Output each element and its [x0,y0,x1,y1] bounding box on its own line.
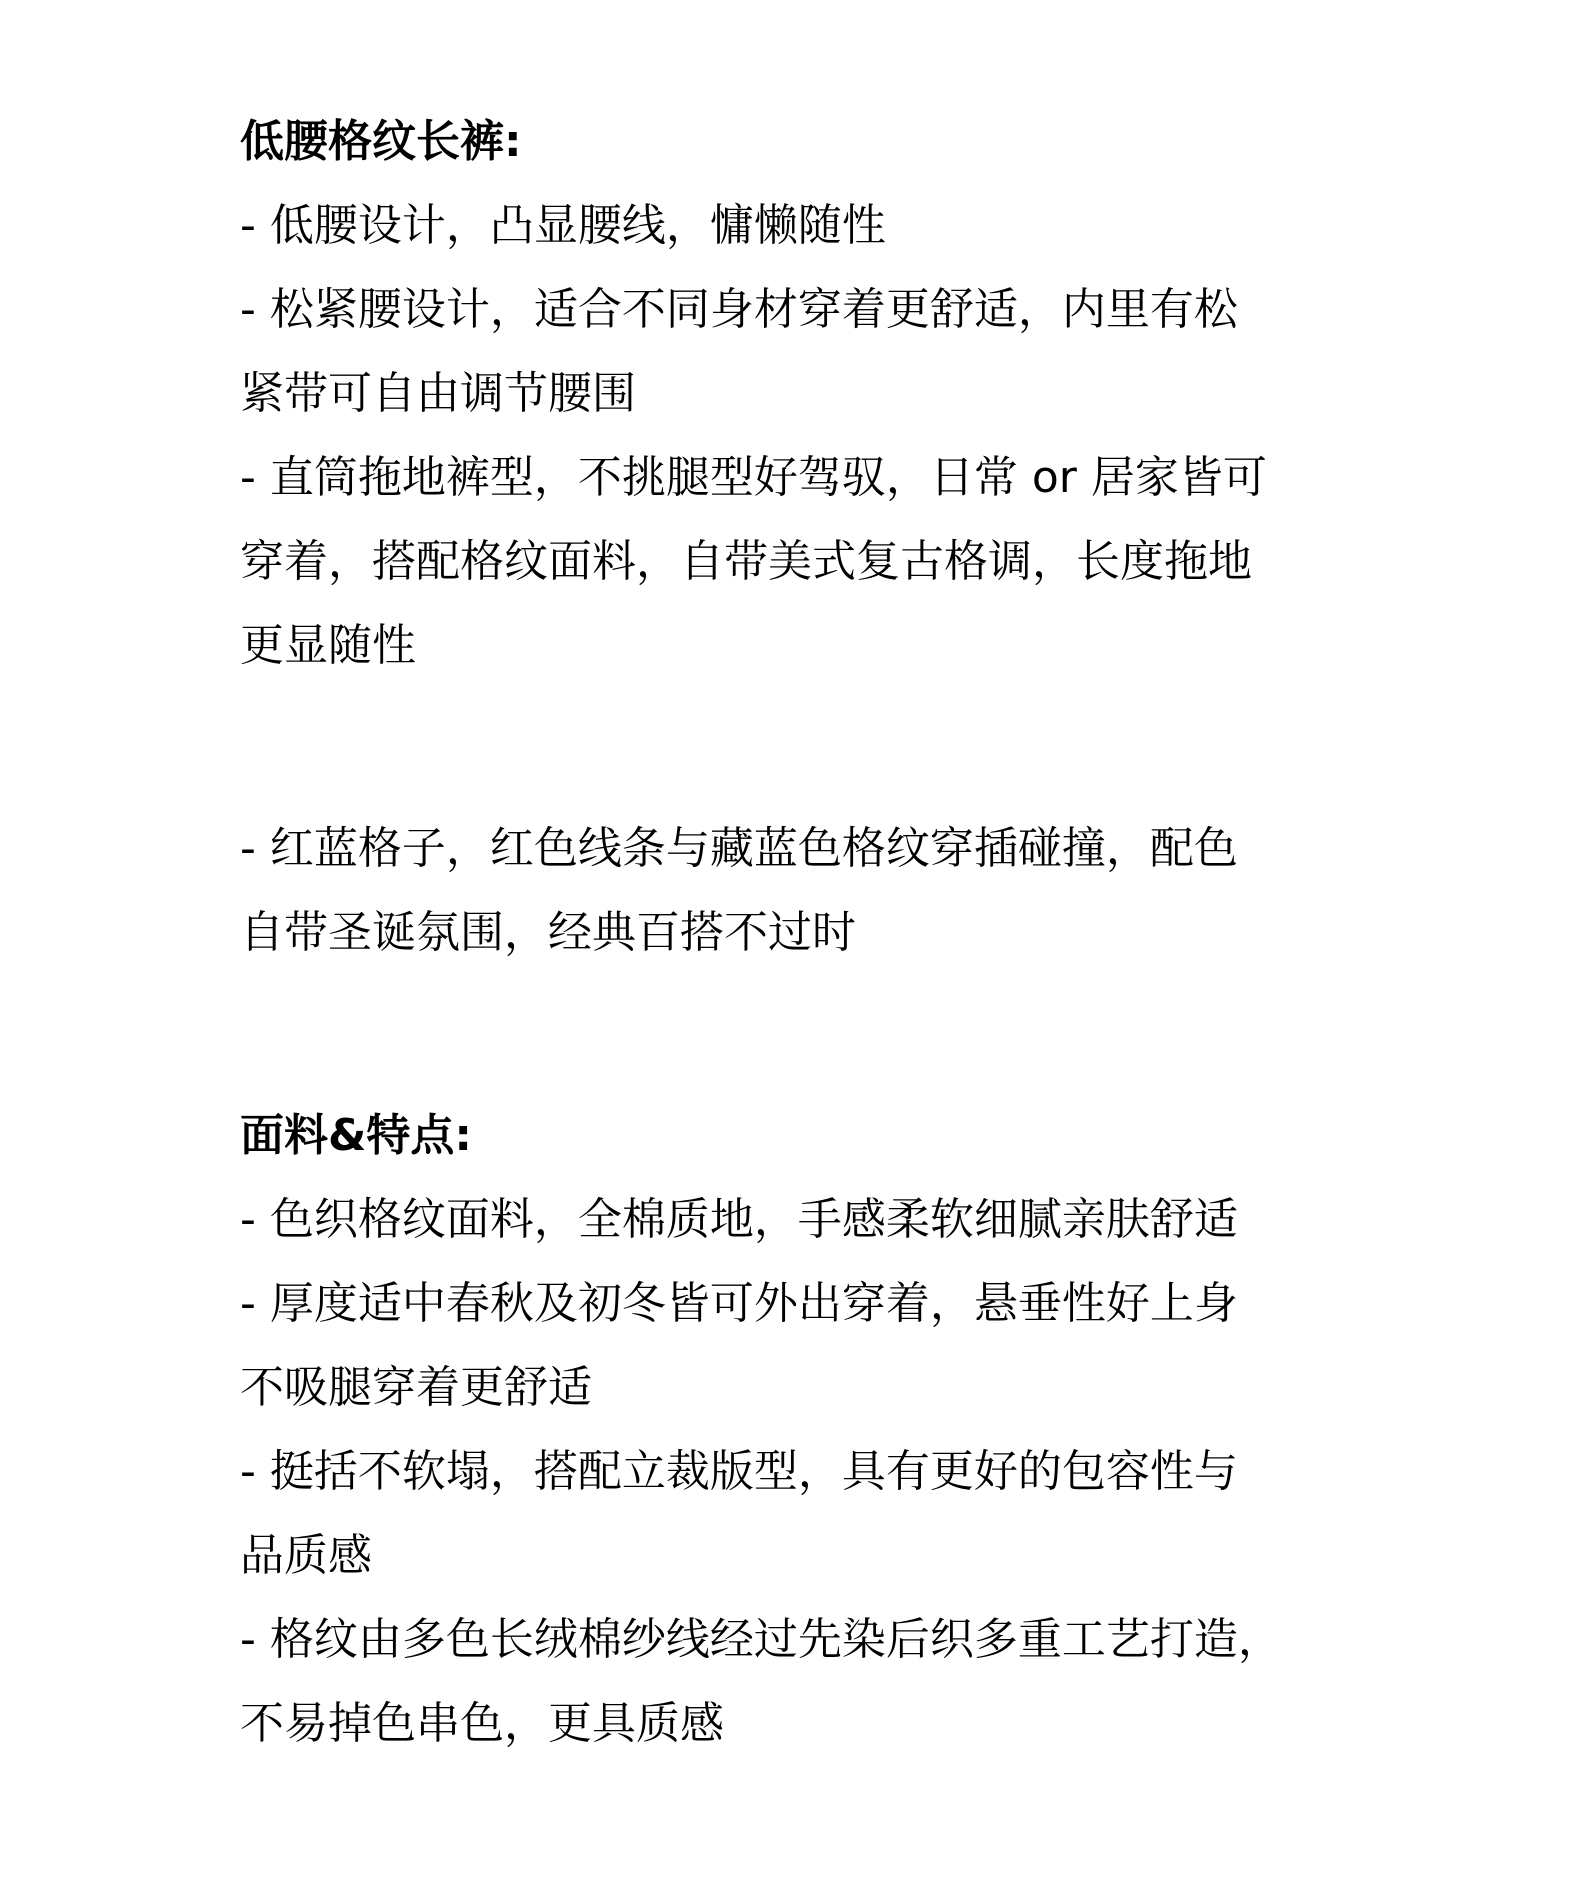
text-line: 品质感 [240,1530,372,1581]
text-line: 紧带可自由调节腰围 [240,368,636,419]
text-line: 更显随性 [240,620,416,671]
spacer [240,688,1360,807]
text-line: - 红蓝格子，红色线条与藏蓝色格纹穿插碰撞，配色 [240,823,1238,874]
text-line: - 厚度适中春秋及初冬皆可外出穿着，悬垂性好上身 [240,1278,1238,1329]
text-line: 不吸腿穿着更舒适 [240,1362,592,1413]
text-line: - 松紧腰设计，适合不同身材穿着更舒适，内里有松 [240,284,1238,335]
text-line: 自带圣诞氛围，经典百搭不过时 [240,907,856,958]
text-line: - 格纹由多色长绒棉纱线经过先染后织多重工艺打造， [240,1614,1282,1665]
text-line: - 色织格纹面料，全棉质地，手感柔软细腻亲肤舒适 [240,1194,1238,1245]
text-line: 不易掉色串色，更具质感 [240,1698,724,1749]
section-heading-fabric-features: 面料&特点: [240,1110,472,1161]
section-heading-low-waist-plaid-pants: 低腰格纹长裤: [240,116,522,167]
text-line: - 直筒拖地裤型，不挑腿型好驾驭，日常 or 居家皆可 [240,452,1267,503]
text-line: 穿着，搭配格纹面料，自带美式复古格调，长度拖地 [240,536,1252,587]
text-line: - 低腰设计，凸显腰线，慵懒随性 [240,200,886,251]
text-line: - 挺括不软塌，搭配立裁版型，具有更好的包容性与 [240,1446,1238,1497]
spacer [240,975,1360,1094]
product-description [240,100,1360,1766]
